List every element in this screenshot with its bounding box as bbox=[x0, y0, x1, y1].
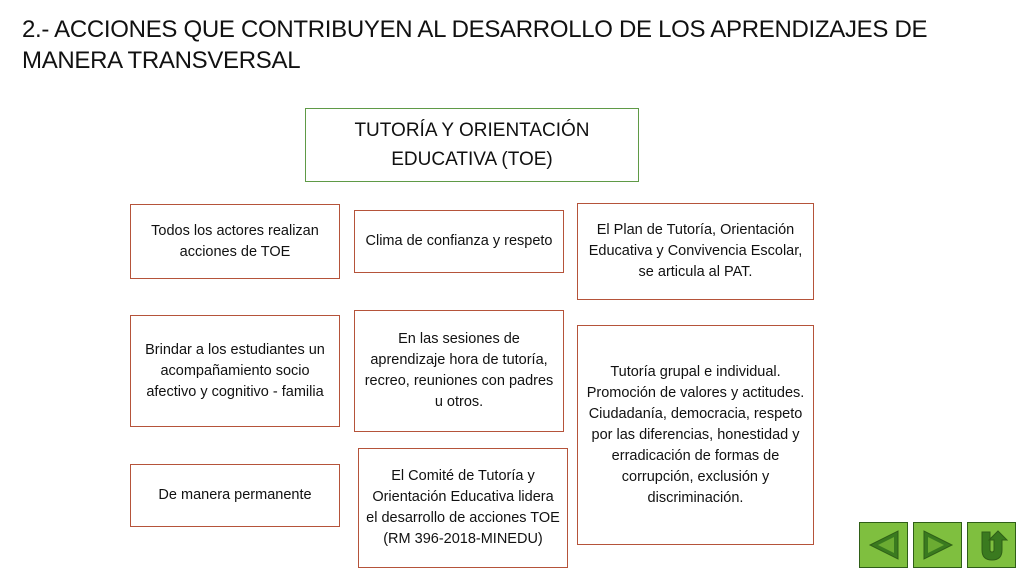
left-box-permanent: De manera permanente bbox=[130, 464, 340, 527]
back-icon bbox=[864, 527, 904, 563]
forward-button[interactable] bbox=[913, 522, 962, 568]
toe-main-box: TUTORÍA Y ORIENTACIÓN EDUCATIVA (TOE) bbox=[305, 108, 639, 182]
left-box-actors: Todos los actores realizan acciones de TOE bbox=[130, 204, 340, 279]
return-icon bbox=[972, 526, 1012, 564]
forward-icon bbox=[918, 527, 958, 563]
return-button[interactable] bbox=[967, 522, 1016, 568]
right-box-group-tutoring: Tutoría grupal e individual. Promoción de valores y actitudes. Ciudadanía, democracia, respeto por las diferencias, honestidad y erradicación de formas de corrupción, exclusión y discriminación. bbox=[577, 325, 814, 545]
middle-box-sessions: En las sesiones de aprendizaje hora de tutoría, recreo, reuniones con padres u otros. bbox=[354, 310, 564, 432]
right-box-plan: El Plan de Tutoría, Orientación Educativa y Convivencia Escolar, se articula al PAT. bbox=[577, 203, 814, 300]
middle-box-climate: Clima de confianza y respeto bbox=[354, 210, 564, 273]
slide-title: 2.- ACCIONES QUE CONTRIBUYEN AL DESARROLLO DE LOS APRENDIZAJES DE MANERA TRANSVERSAL bbox=[22, 16, 928, 74]
middle-box-committee: El Comité de Tutoría y Orientación Educativa lidera el desarrollo de acciones TOE (RM 396-2018-MINEDU) bbox=[358, 448, 568, 568]
back-button[interactable] bbox=[859, 522, 908, 568]
left-box-accompaniment: Brindar a los estudiantes un acompañamiento socio afectivo y cognitivo - familia bbox=[130, 315, 340, 427]
